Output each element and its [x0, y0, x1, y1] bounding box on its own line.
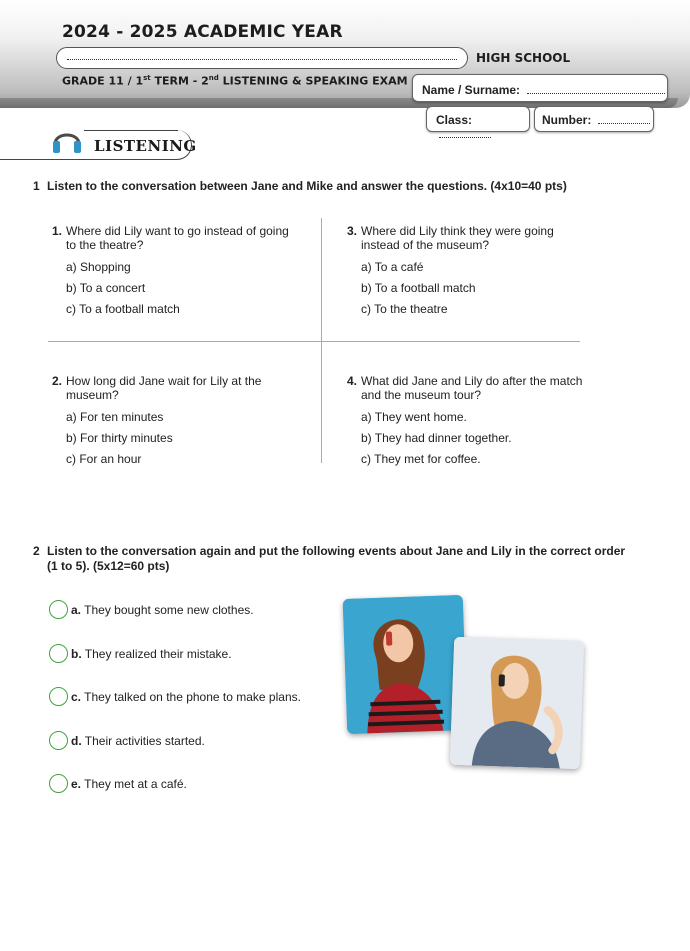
- class-field[interactable]: [426, 106, 530, 132]
- grade-term-label: GRADE 11 / 1st TERM - 2nd LISTENING & SPEAKING EXAM: [62, 74, 408, 88]
- answer-option[interactable]: a) To a café: [361, 260, 424, 274]
- girl-on-phone-photo-2: [450, 637, 584, 769]
- school-label: HIGH SCHOOL: [476, 51, 571, 65]
- order-answer-circle[interactable]: [49, 600, 68, 619]
- answer-option[interactable]: c) They met for coffee.: [361, 452, 481, 466]
- class-label: Class:: [436, 113, 473, 127]
- answer-option[interactable]: c) To the theatre: [361, 302, 448, 316]
- answer-option[interactable]: b) They had dinner together.: [361, 431, 512, 445]
- answer-option[interactable]: c) For an hour: [66, 452, 142, 466]
- order-answer-circle[interactable]: [49, 644, 68, 663]
- school-name-field[interactable]: [56, 47, 468, 69]
- question-1-heading: 1 Listen to the conversation between Jane and Mike and answer the questions. (4x10=40 pts): [33, 179, 567, 193]
- answer-option[interactable]: a) Shopping: [66, 260, 131, 274]
- mc-question-3: 3. Where did Lily think they were going instead of the museum? a) To a café b) To a football match c) To the theatre: [347, 224, 607, 323]
- headphones-icon: [50, 124, 84, 161]
- order-answer-circle[interactable]: [49, 687, 68, 706]
- section-title: LISTENING: [94, 137, 197, 155]
- girl-on-phone-photo-1: [343, 595, 468, 734]
- name-surname-field[interactable]: [412, 74, 668, 102]
- answer-option[interactable]: c) To a football match: [66, 302, 180, 316]
- order-answer-circle[interactable]: [49, 774, 68, 793]
- question-2-heading: 2 Listen to the conversation again and put the following events about Jane and Lily in the correct order (1 to 5). (5x12=60 pts): [33, 544, 626, 573]
- answer-option[interactable]: b) To a football match: [361, 281, 476, 295]
- answer-option[interactable]: b) For thirty minutes: [66, 431, 173, 445]
- answer-option[interactable]: a) For ten minutes: [66, 410, 164, 424]
- mc-question-2: 2. How long did Jane wait for Lily at the museum? a) For ten minutes b) For thirty minutes c) For an hour: [52, 374, 312, 473]
- mc-question-4: 4. What did Jane and Lily do after the match and the museum tour? a) They went home. b) They had dinner together. c) They met for coffee.: [347, 374, 607, 473]
- academic-year-title: 2024 - 2025 ACADEMIC YEAR: [62, 22, 343, 42]
- answer-option[interactable]: b) To a concert: [66, 281, 146, 295]
- mc-question-1: 1. Where did Lily want to go instead of going to the theatre? a) Shopping b) To a concert c) To a football match: [52, 224, 312, 323]
- answer-option[interactable]: a) They went home.: [361, 410, 467, 424]
- grid-divider-horizontal: [48, 341, 580, 342]
- number-label: Number:: [542, 113, 592, 127]
- order-answer-circle[interactable]: [49, 731, 68, 750]
- name-surname-label: Name / Surname:: [422, 83, 521, 97]
- number-field[interactable]: [534, 106, 654, 132]
